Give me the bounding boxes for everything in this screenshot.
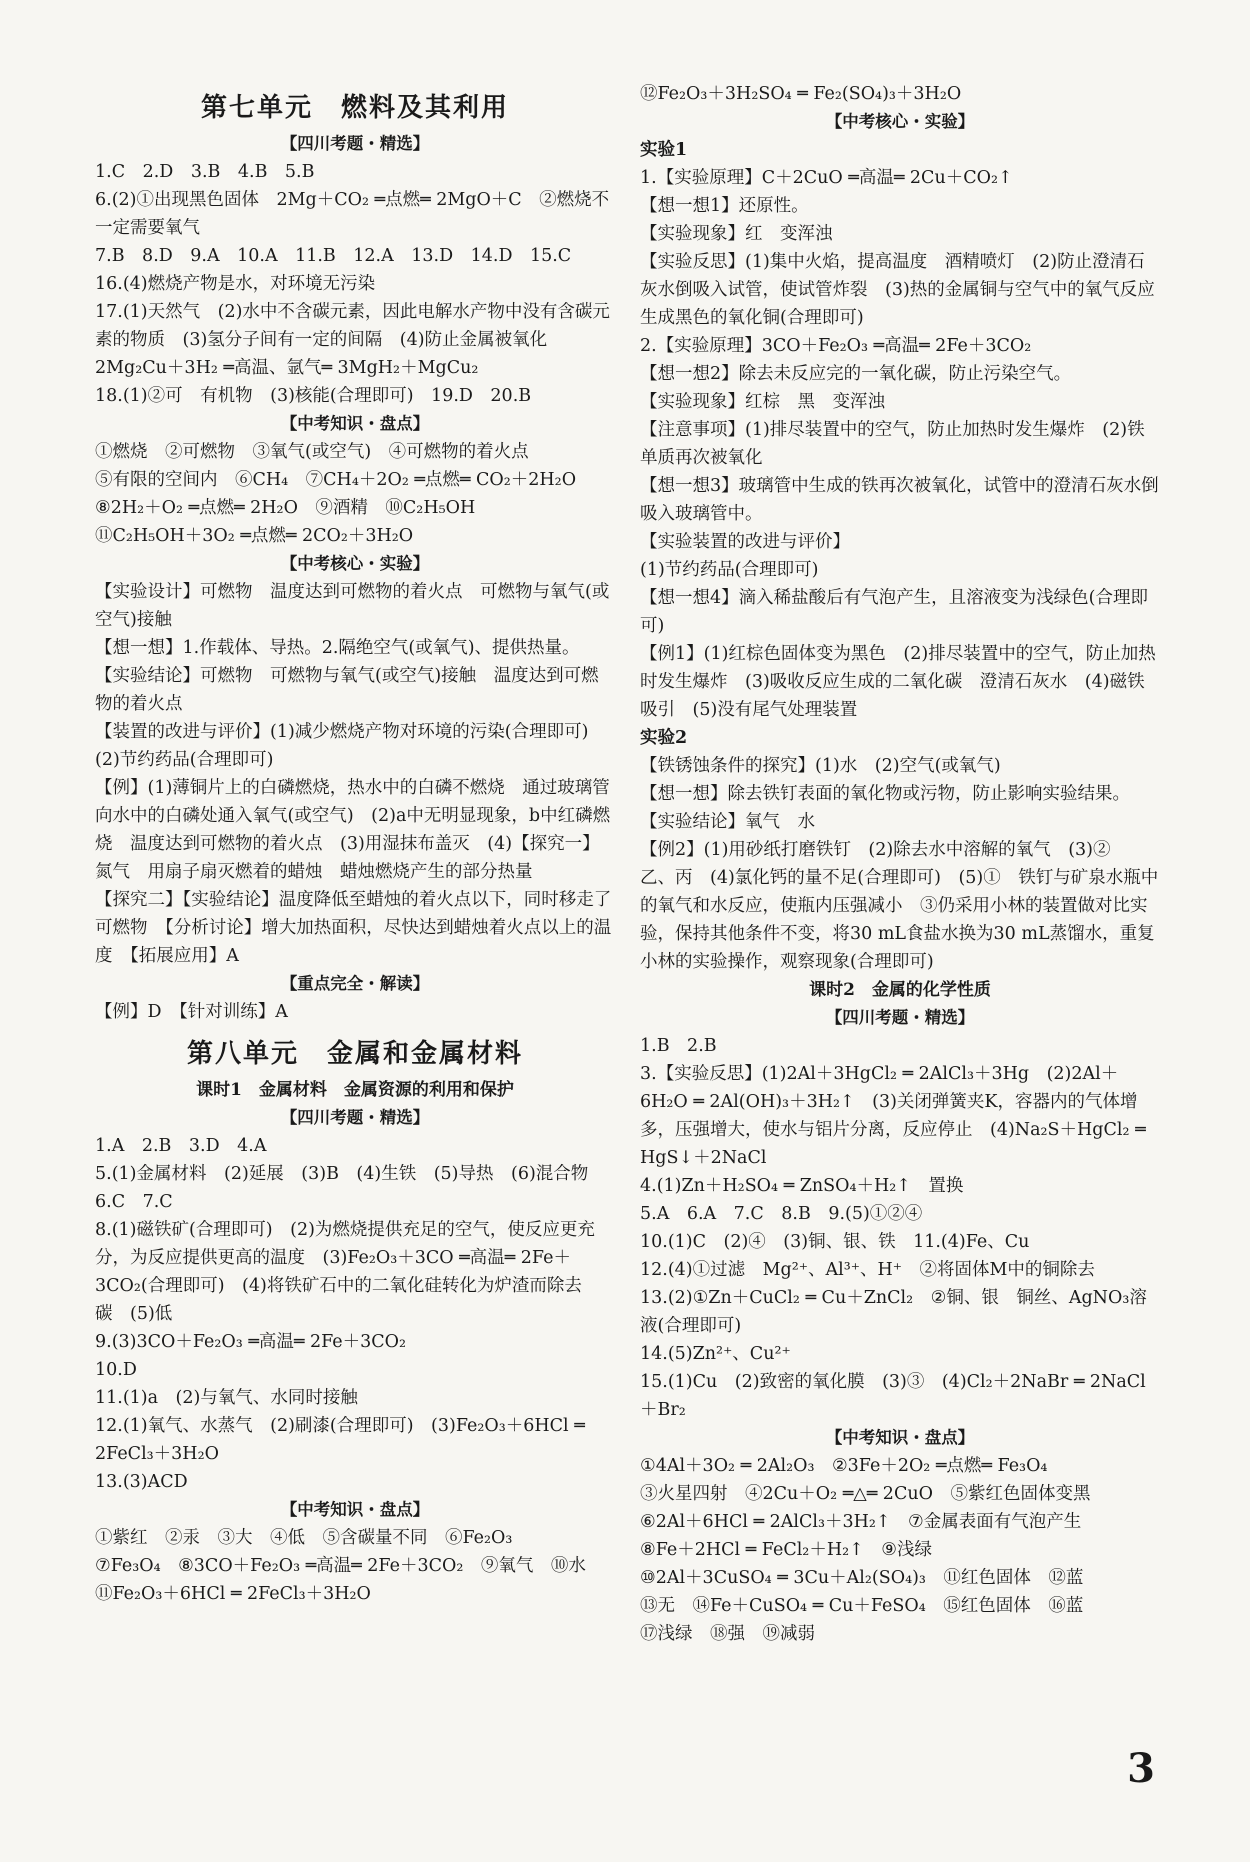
answer-line: 18.(1)②可 有机物 (3)核能(合理即可) 19.D 20.B bbox=[95, 386, 532, 406]
answer-line: ⑰浅绿 ⑱强 ⑲减弱 bbox=[640, 1624, 815, 1644]
answer-line: 10.D bbox=[95, 1360, 137, 1380]
answer-list bbox=[95, 1132, 615, 1496]
answer-line: 【实验现象】红棕 黑 变浑浊 bbox=[640, 392, 885, 412]
answer-line: 2.【实验原理】3CO＋Fe₂O₃ ═高温═ 2Fe＋3CO₂ bbox=[640, 336, 1032, 356]
answer-line: 7.B 8.D 9.A 10.A 11.B 12.A 13.D 14.D 15.C bbox=[95, 246, 572, 266]
answer-line: 8.(1)磁铁矿(合理即可) (2)为燃烧提供充足的空气，使反应更充分，为反应提供更高的温度 (3)Fe₂O₃＋3CO ═高温═ 2Fe＋3CO₂(合理即可) (4)将铁矿石中的二氧化硅转化为炉渣而除去 碳 (5)低 bbox=[95, 1220, 600, 1324]
answer-line: 9.(3)3CO＋Fe₂O₃ ═高温═ 2Fe＋3CO₂ bbox=[95, 1332, 407, 1352]
answer-list bbox=[95, 158, 615, 410]
answer-line: (1)节约药品(合理即可) bbox=[640, 560, 819, 580]
section-heading: 【中考核心・实验】 bbox=[825, 112, 975, 131]
answer-line: 【实验现象】红 变浑浊 bbox=[640, 224, 833, 244]
answer-line: 6.C 7.C bbox=[95, 1192, 173, 1212]
answer-line: ⑪Fe₂O₃＋6HCl ═ 2FeCl₃＋3H₂O bbox=[95, 1584, 371, 1604]
answer-list bbox=[95, 438, 615, 550]
answer-line: 【想一想】除去铁钉表面的氧化物或污物，防止影响实验结果。 bbox=[640, 784, 1130, 804]
answer-line: 【想一想4】滴入稀盐酸后有气泡产生，且溶液变为浅绿色(合理即可) bbox=[640, 588, 1148, 636]
section-heading: 【中考核心・实验】 bbox=[280, 554, 430, 573]
answer-line: ⑫Fe₂O₃＋3H₂SO₄ ═ Fe₂(SO₄)₃＋3H₂O bbox=[640, 84, 962, 104]
unit7-title: 第七单元 燃料及其利用 bbox=[200, 93, 509, 123]
answer-line: 1.【实验原理】C＋2CuO ═高温═ 2Cu＋CO₂↑ bbox=[640, 168, 1013, 188]
answer-list bbox=[640, 1452, 1160, 1648]
section-heading: 【四川考题・精选】 bbox=[825, 1008, 975, 1027]
answer-line: ⑧Fe＋2HCl ═ FeCl₂＋H₂↑ ⑨浅绿 bbox=[640, 1540, 932, 1560]
answer-line: ⑥2Al＋6HCl ═ 2AlCl₃＋3H₂↑ ⑦金属表面有气泡产生 bbox=[640, 1512, 1082, 1532]
section-heading: 【中考知识・盘点】 bbox=[280, 1500, 430, 1519]
answer-line: 16.(4)燃烧产物是水，对环境无污染 bbox=[95, 274, 376, 294]
section-heading: 【中考知识・盘点】 bbox=[280, 414, 430, 433]
experiment-title: 实验1 bbox=[640, 140, 688, 160]
answer-list bbox=[95, 1524, 615, 1608]
answer-line: ⑩2Al＋3CuSO₄ ═ 3Cu＋Al₂(SO₄)₃ ⑪红色固体 ⑫蓝 bbox=[640, 1568, 1084, 1588]
answer-line: ⑧2H₂＋O₂ ═点燃═ 2H₂O ⑨酒精 ⑩C₂H₅OH bbox=[95, 498, 476, 518]
unit8-title: 第八单元 金属和金属材料 bbox=[186, 1039, 523, 1069]
answer-line: 10.(1)C (2)④ (3)铜、银、铁 11.(4)Fe、Cu bbox=[640, 1232, 1030, 1252]
answer-line: ①4Al＋3O₂ ═ 2Al₂O₃ ②3Fe＋2O₂ ═点燃═ Fe₃O₄ bbox=[640, 1456, 1048, 1476]
section-heading: 【四川考题・精选】 bbox=[280, 134, 430, 153]
answer-line: 4.(1)Zn＋H₂SO₄ ═ ZnSO₄＋H₂↑ 置换 bbox=[640, 1176, 964, 1196]
experiment-title: 实验2 bbox=[640, 728, 688, 748]
lesson-title: 课时2 金属的化学性质 bbox=[809, 980, 991, 1000]
answer-line: 【实验反思】(1)集中火焰，提高温度 酒精喷灯 (2)防止澄清石灰水倒吸入试管，使试管炸裂 (3)热的金属铜与空气中的氧气反应生成黑色的氧化铜(合理即可) bbox=[640, 252, 1155, 328]
answer-line: 12.(1)氧气、水蒸气 (2)刷漆(合理即可) (3)Fe₂O₃＋6HCl ═ 2FeCl₃＋3H₂O bbox=[95, 1416, 585, 1464]
answer-line: 【想一想3】玻璃管中生成的铁再次被氧化，试管中的澄清石灰水倒吸入玻璃管中。 bbox=[640, 476, 1159, 524]
answer-line: 【注意事项】(1)排尽装置中的空气，防止加热时发生爆炸 (2)铁单质再次被氧化 bbox=[640, 420, 1145, 468]
answer-line: 【实验装置的改进与评价】 bbox=[640, 532, 850, 552]
section-heading: 【重点完全・解读】 bbox=[280, 974, 430, 993]
answer-line: 【实验结论】可燃物 可燃物与氧气(或空气)接触 温度达到可燃物的着火点 bbox=[95, 666, 599, 714]
answer-line: 3.【实验反思】(1)2Al＋3HgCl₂ ═ 2AlCl₃＋3Hg (2)2Al＋6H₂O ═ 2Al(OH)₃＋3H₂↑ (3)关闭弹簧夹K，容器内的气体增多，压强增大，使水与铝片分离，反应停止 (4)Na₂S＋HgCl₂ ═ HgS↓＋2NaCl bbox=[640, 1064, 1146, 1168]
answer-line: 1.B 2.B bbox=[640, 1036, 717, 1056]
answer-line: 【装置的改进与评价】(1)减少燃烧产物对环境的污染(合理即可) (2)节约药品(合理即可) bbox=[95, 722, 606, 770]
answer-line: 【例1】(1)红棕色固体变为黑色 (2)排尽装置中的空气，防止加热时发生爆炸 (3)吸收反应生成的二氧化碳 澄清石灰水 (4)磁铁吸引 (5)没有尾气处理装置 bbox=[640, 644, 1156, 720]
answer-line: 5.(1)金属材料 (2)延展 (3)B (4)生铁 (5)导热 (6)混合物 bbox=[95, 1164, 589, 1184]
left-column bbox=[95, 80, 615, 1608]
answer-line: ①燃烧 ②可燃物 ③氧气(或空气) ④可燃物的着火点 bbox=[95, 442, 529, 462]
answer-list bbox=[95, 578, 615, 970]
answer-line: 【铁锈蚀条件的探究】(1)水 (2)空气(或氧气) bbox=[640, 756, 1001, 776]
answer-line: 13.(2)①Zn＋CuCl₂ ═ Cu＋ZnCl₂ ②铜、银 铜丝、AgNO₃溶液(合理即可) bbox=[640, 1288, 1147, 1336]
answer-line: 【想一想2】除去未反应完的一氧化碳，防止污染空气。 bbox=[640, 364, 1072, 384]
answer-line: ③火星四射 ④2Cu＋O₂ ═△═ 2CuO ⑤紫红色固体变黑 bbox=[640, 1484, 1091, 1504]
page-number: 3 bbox=[1127, 1745, 1155, 1792]
section-heading: 【中考知识・盘点】 bbox=[825, 1428, 975, 1447]
answer-line: 13.(3)ACD bbox=[95, 1472, 188, 1492]
answer-line: 12.(4)①过滤 Mg²⁺、Al³⁺、H⁺ ②将固体M中的铜除去 bbox=[640, 1260, 1095, 1280]
answer-line: 14.(5)Zn²⁺、Cu²⁺ bbox=[640, 1344, 791, 1364]
right-column bbox=[640, 80, 1160, 1648]
answer-line: 【想一想】1.作载体、导热。2.隔绝空气(或氧气)、提供热量。 bbox=[95, 638, 580, 658]
answer-line: 【探究二】【实验结论】温度降低至蜡烛的着火点以下，同时移走了可燃物 【分析讨论】增大加热面积，尽快达到蜡烛着火点以上的温度 【拓展应用】A bbox=[95, 890, 612, 966]
answer-line: 17.(1)天然气 (2)水中不含碳元素，因此电解水产物中没有含碳元素的物质 (3)氢分子间有一定的间隔 (4)防止金属被氧化 2Mg₂Cu＋3H₂ ═高温、氩气═ 3MgH₂＋MgCu₂ bbox=[95, 302, 610, 378]
section-heading: 【四川考题・精选】 bbox=[280, 1108, 430, 1127]
answer-line: 【例】D 【针对训练】A bbox=[95, 1002, 288, 1022]
answer-line: 【想一想1】还原性。 bbox=[640, 196, 809, 216]
answer-line: 15.(1)Cu (2)致密的氧化膜 (3)③ (4)Cl₂＋2NaBr ═ 2NaCl＋Br₂ bbox=[640, 1372, 1146, 1420]
answer-line: ⑤有限的空间内 ⑥CH₄ ⑦CH₄＋2O₂ ═点燃═ CO₂＋2H₂O bbox=[95, 470, 577, 490]
lesson-title: 课时1 金属材料 金属资源的利用和保护 bbox=[196, 1080, 514, 1100]
answer-line: ①紫红 ②汞 ③大 ④低 ⑤含碳量不同 ⑥Fe₂O₃ bbox=[95, 1528, 513, 1548]
answer-line: 【实验设计】可燃物 温度达到可燃物的着火点 可燃物与氧气(或空气)接触 bbox=[95, 582, 610, 630]
answer-line: ⑦Fe₃O₄ ⑧3CO＋Fe₂O₃ ═高温═ 2Fe＋3CO₂ ⑨氧气 ⑩水 bbox=[95, 1556, 586, 1576]
answer-line: ⑬无 ⑭Fe＋CuSO₄ ═ Cu＋FeSO₄ ⑮红色固体 ⑯蓝 bbox=[640, 1596, 1084, 1616]
answer-list bbox=[640, 1032, 1160, 1424]
answer-line: 【例】(1)薄铜片上的白磷燃烧，热水中的白磷不燃烧 通过玻璃管向水中的白磷处通入氧气(或空气) (2)a中无明显现象，b中红磷燃烧 温度达到可燃物的着火点 (3)用湿抹布盖灭 (4)【探究一】氮气 用扇子扇灭燃着的蜡烛 蜡烛燃烧产生的部分热量 bbox=[95, 778, 611, 882]
answer-line: ⑪C₂H₅OH＋3O₂ ═点燃═ 2CO₂＋3H₂O bbox=[95, 526, 414, 546]
answer-line: 【例2】(1)用砂纸打磨铁钉 (2)除去水中溶解的氧气 (3)② 乙、丙 (4)氯化钙的量不足(合理即可) (5)① 铁钉与矿泉水瓶中的氧气和水反应，使瓶内压强减小 ③仍采用小林的装置做对比实验，保持其他条件不变，将30 mL食盐水换为30 mL蒸馏水，重复小林的实验操作，观察现象(合理即可) bbox=[640, 840, 1159, 972]
answer-line: 6.(2)①出现黑色固体 2Mg＋CO₂ ═点燃═ 2MgO＋C ②燃烧不一定需要氧气 bbox=[95, 190, 610, 238]
answer-line: 5.A 6.A 7.C 8.B 9.(5)①②④ bbox=[640, 1204, 923, 1224]
answer-line: 【实验结论】氧气 水 bbox=[640, 812, 815, 832]
answer-list bbox=[640, 164, 1160, 724]
answer-line: 1.C 2.D 3.B 4.B 5.B bbox=[95, 162, 315, 182]
answer-list bbox=[640, 752, 1160, 976]
answer-line: 1.A 2.B 3.D 4.A bbox=[95, 1136, 267, 1156]
answer-line: 11.(1)a (2)与氧气、水同时接触 bbox=[95, 1388, 358, 1408]
